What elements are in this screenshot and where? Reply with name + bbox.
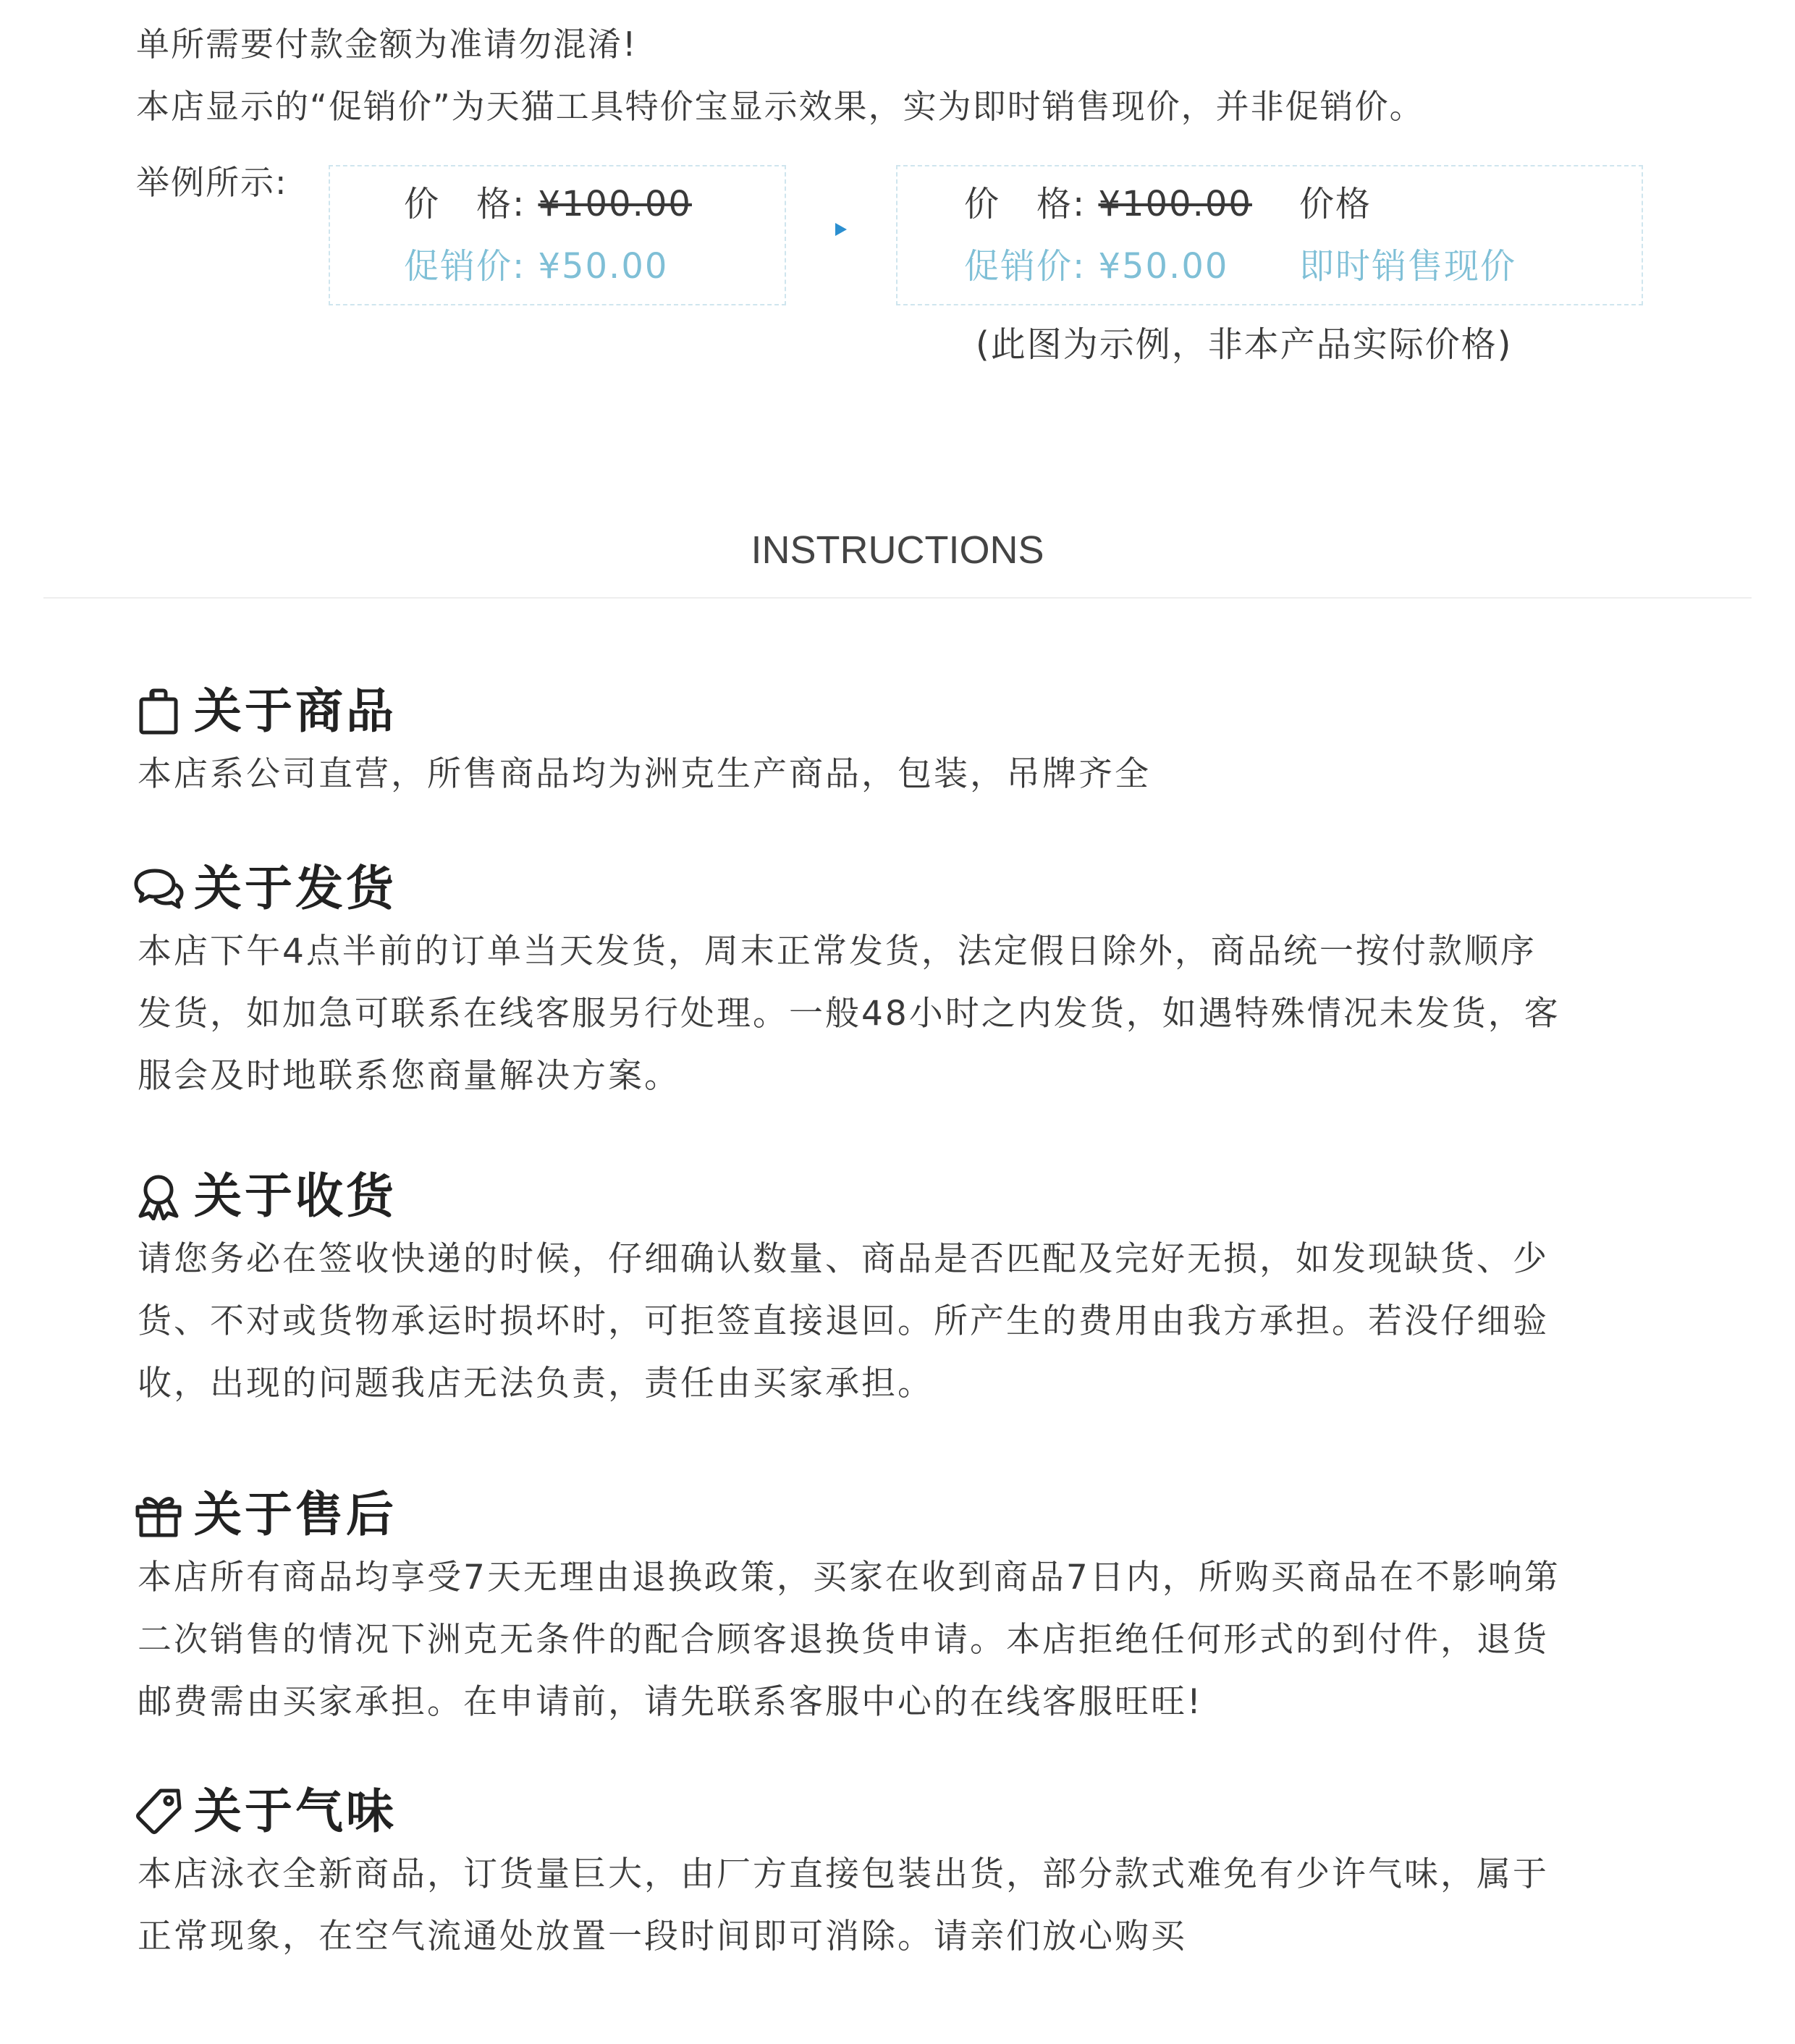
section-body [133,921,1653,1107]
price-tag-icon [133,1786,184,1837]
body-line: 二次销售的情况下洲克无条件的配合顾客退换货申请。本店拒绝任何形式的到付件，退货 [138,1620,1549,1660]
promo-label: 促销价: [404,246,538,287]
promo-price-value: ¥50.00 [538,246,669,287]
gift-icon [133,1490,184,1540]
divider [43,597,1752,599]
award-ribbon-icon [133,1171,184,1222]
section-body [133,1228,1653,1415]
section-odor [133,1777,1653,1968]
body-line: 本店泳衣全新商品，订货量巨大，由厂方直接包装出货，部分款式难免有少许气味，属于 [138,1854,1549,1894]
original-price-value: ¥100.00 [1098,184,1252,224]
promo-price-line [964,245,1228,288]
promo-price-value: ¥50.00 [1098,246,1229,287]
section-shipping [133,854,1653,1107]
section-body [133,1844,1653,1968]
section-product [133,677,1653,806]
body-line: 本店下午4点半前的订单当天发货，周末正常发货，法定假日除外，商品统一按付款顺序 [138,932,1537,971]
section-header [133,1162,1653,1231]
price-notice [136,13,1671,138]
promo-label: 促销价: [964,246,1099,287]
original-price-line [964,182,1252,226]
section-receiving [133,1162,1653,1415]
body-line: 货、不对或货物承运时损坏时，可拒签直接退回。所产生的费用由我方承担。若没仔细验 [138,1301,1549,1341]
arrow-right-icon [835,223,847,236]
section-header [133,854,1653,924]
body-line: 本店所有商品均享受7天无理由退换政策，买家在收到商品7日内，所购买商品在不影响第 [138,1558,1560,1597]
price-label: 价 格: [964,184,1099,224]
section-title: 关于商品 [194,683,397,739]
notice-line: 单所需要付款金额为准请勿混淆! [136,25,638,64]
shopping-bag-icon [133,686,184,737]
section-body [133,743,1653,806]
body-line: 本店系公司直营，所售商品均为洲克生产商品，包装，吊牌齐全 [138,754,1151,794]
price-label: 价 格: [404,184,538,224]
promo-price-line [404,245,668,288]
body-line: 邮费需由买家承担。在申请前，请先联系客服中心的在线客服旺旺! [138,1682,1203,1722]
section-title: 关于气味 [194,1783,397,1839]
body-line: 发货，如加急可联系在线客服另行处理。一般48小时之内发货，如遇特殊情况未发货，客 [138,994,1560,1034]
section-header [133,1777,1653,1846]
example-after-box [896,165,1643,305]
promo-annotation: 即时销售现价 [1299,246,1517,287]
instructions-title: INSTRUCTIONS [751,528,1044,572]
price-annotation: 价格 [1299,184,1372,224]
body-line: 服会及时地联系您商量解决方案。 [138,1056,680,1096]
price-example [136,161,1671,400]
notice-line: 本店显示的“促销价”为天猫工具特价宝显示效果，实为即时销售现价，并非促销价。 [136,87,1424,126]
example-label: 举例所示: [136,163,288,202]
section-header [133,1480,1653,1550]
example-before-box [329,165,786,305]
original-price-line [404,182,692,226]
original-price-value: ¥100.00 [538,184,692,224]
section-header [133,677,1653,746]
body-line: 收，出现的问题我店无法负责，责任由买家承担。 [138,1364,934,1403]
section-title: 关于发货 [194,861,397,916]
section-body [133,1547,1653,1733]
body-line: 正常现象，在空气流通处放置一段时间即可消除。请亲们放心购买 [138,1917,1187,1956]
section-after-sales [133,1480,1653,1733]
section-title: 关于收货 [194,1168,397,1224]
section-title: 关于售后 [194,1487,397,1542]
chat-bubbles-icon [133,863,184,914]
body-line: 请您务必在签收快递的时候，仔细确认数量、商品是否匹配及完好无损，如发现缺货、少 [138,1239,1549,1279]
example-note: (此图为示例，非本产品实际价格) [976,324,1513,365]
